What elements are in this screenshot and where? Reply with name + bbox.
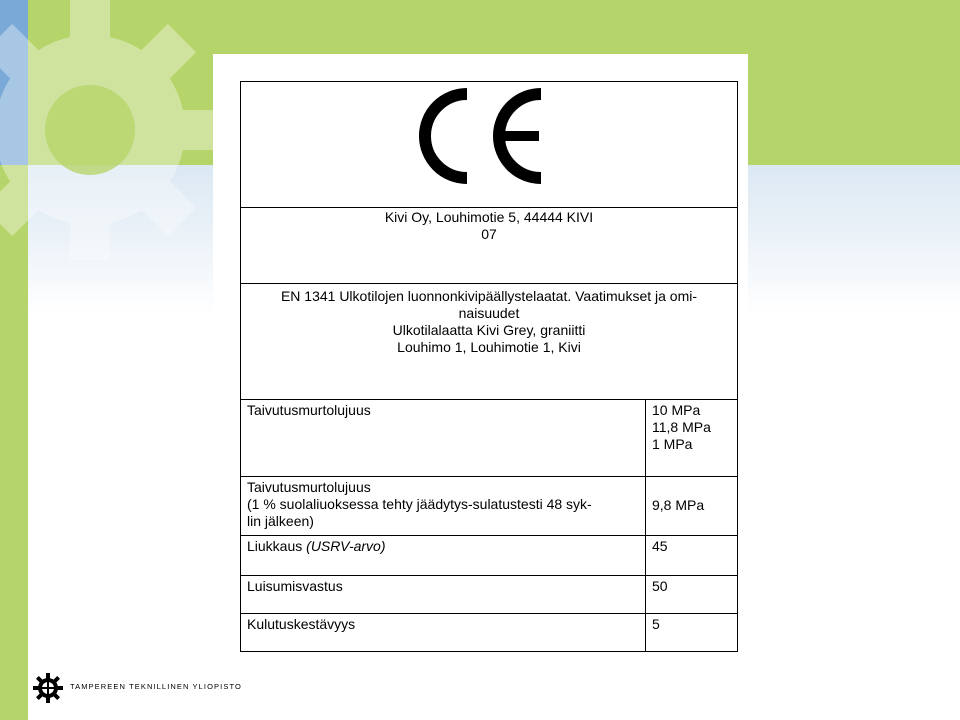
university-gear-logo-icon	[32, 672, 64, 704]
property-value: 45	[645, 536, 738, 575]
origin-line: Louhimo 1, Louhimotie 1, Kivi	[397, 339, 581, 355]
ce-label-document	[213, 54, 748, 664]
standard-line-2: naisuudet	[458, 305, 520, 321]
background-gear-icon	[0, 0, 240, 280]
property-row	[241, 477, 737, 536]
product-line: Ulkotilalaatta Kivi Grey, graniitti	[392, 322, 586, 338]
manufacturer-address: Kivi Oy, Louhimotie 5, 44444 KIVI	[384, 209, 594, 225]
ce-label-sheet	[240, 81, 738, 652]
property-label: Taivutusmurtolujuus	[247, 402, 371, 418]
property-value: 50	[645, 576, 738, 613]
property-row	[241, 576, 737, 614]
year-code: 07	[481, 226, 497, 242]
manufacturer-block	[241, 207, 737, 284]
property-value: 9,8 MPa	[645, 477, 738, 535]
organization-name: TAMPEREEN TEKNILLINEN YLIOPISTO	[70, 682, 242, 691]
property-row	[241, 536, 737, 576]
property-value: 10 MPa 11,8 MPa 1 MPa	[645, 400, 738, 476]
property-label: Luisumisvastus	[247, 578, 343, 594]
property-label: Liukkaus (USRV-arvo)	[247, 538, 386, 554]
property-row	[241, 400, 737, 477]
ce-mark-icon	[419, 88, 549, 184]
property-value: 5	[645, 614, 738, 651]
ce-mark-area	[241, 82, 737, 208]
standard-block	[241, 284, 737, 400]
standard-line-1: EN 1341 Ulkotilojen luonnonkivipäällystelaatat. Vaatimukset ja omi-	[280, 288, 698, 304]
property-row	[241, 614, 737, 651]
property-label: Kulutuskestävyys	[247, 616, 356, 632]
property-label: Taivutusmurtolujuus (1 % suolaliuoksessa tehty jäädytys-sulatustesti 48 syk- lin jälkeen)	[247, 479, 592, 529]
